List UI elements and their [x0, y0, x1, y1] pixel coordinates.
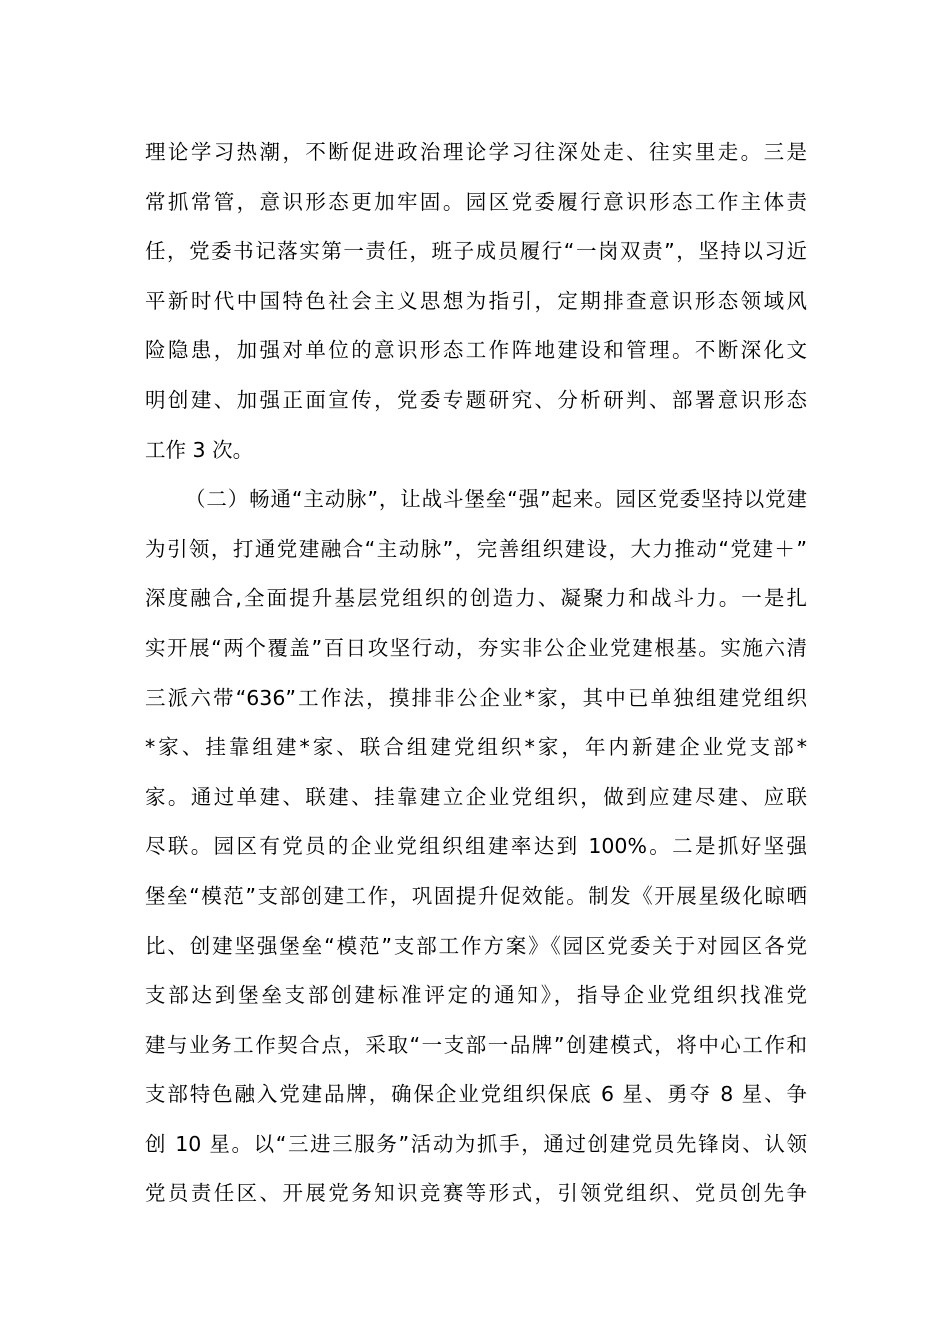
text-line-13: *家、挂靠组建*家、联合组建党组织*家，年内新建企业党支部* — [145, 735, 807, 760]
text-line-7-paragraph-end: 工作 3 次。 — [145, 437, 254, 462]
text-line-19: 建与业务工作契合点，采取“一支部一品牌”创建模式，将中心工作和 — [145, 1032, 807, 1057]
text-line-21: 创 10 星。以“三进三服务”活动为抓手，通过创建党员先锋岗、认领 — [145, 1131, 807, 1156]
text-line-2: 常抓常管，意识形态更加牢固。园区党委履行意识形态工作主体责 — [145, 189, 807, 214]
text-line-20: 支部特色融入党建品牌，确保企业党组织保底 6 星、勇夺 8 星、争 — [145, 1082, 807, 1107]
text-line-3: 任，党委书记落实第一责任，班子成员履行“一岗双责”，坚持以习近 — [145, 239, 807, 264]
document-body-text — [145, 128, 807, 1219]
text-line-8-section-heading: （二）畅通“主动脉”，让战斗堡垒“强”起来。园区党委坚持以党建 — [185, 487, 807, 512]
text-line-5: 险隐患，加强对单位的意识形态工作阵地建设和管理。不断深化文 — [145, 338, 807, 363]
text-line-18: 支部达到堡垒支部创建标准评定的通知》，指导企业党组织找准党 — [145, 983, 807, 1008]
text-line-11: 实开展“两个覆盖”百日攻坚行动，夯实非公企业党建根基。实施六清 — [145, 635, 807, 660]
text-line-12: 三派六带“636”工作法，摸排非公企业*家，其中已单独组建党组织 — [145, 685, 807, 710]
text-line-10: 深度融合,全面提升基层党组织的创造力、凝聚力和战斗力。一是扎 — [145, 586, 807, 611]
text-line-4: 平新时代中国特色社会主义思想为指引，定期排查意识形态领域风 — [145, 288, 807, 313]
text-line-1: 理论学习热潮，不断促进政治理论学习往深处走、往实里走。三是 — [145, 140, 807, 164]
text-line-9: 为引领，打通党建融合“主动脉”，完善组织建设，大力推动“党建＋” — [145, 536, 807, 561]
text-line-16: 堡垒“模范”支部创建工作，巩固提升促效能。制发《开展星级化晾晒 — [145, 883, 807, 908]
text-line-15: 尽联。园区有党员的企业党组织组建率达到 100%。二是抓好坚强 — [145, 834, 807, 859]
text-line-14: 家。通过单建、联建、挂靠建立企业党组织，做到应建尽建、应联 — [145, 784, 807, 809]
text-line-17: 比、创建坚强堡垒“模范”支部工作方案》《园区党委关于对园区各党 — [145, 933, 807, 958]
text-line-22: 党员责任区、开展党务知识竞赛等形式，引领党组织、党员创先争 — [145, 1181, 807, 1206]
text-line-6: 明创建、加强正面宣传，党委专题研究、分析研判、部署意识形态 — [145, 387, 807, 412]
